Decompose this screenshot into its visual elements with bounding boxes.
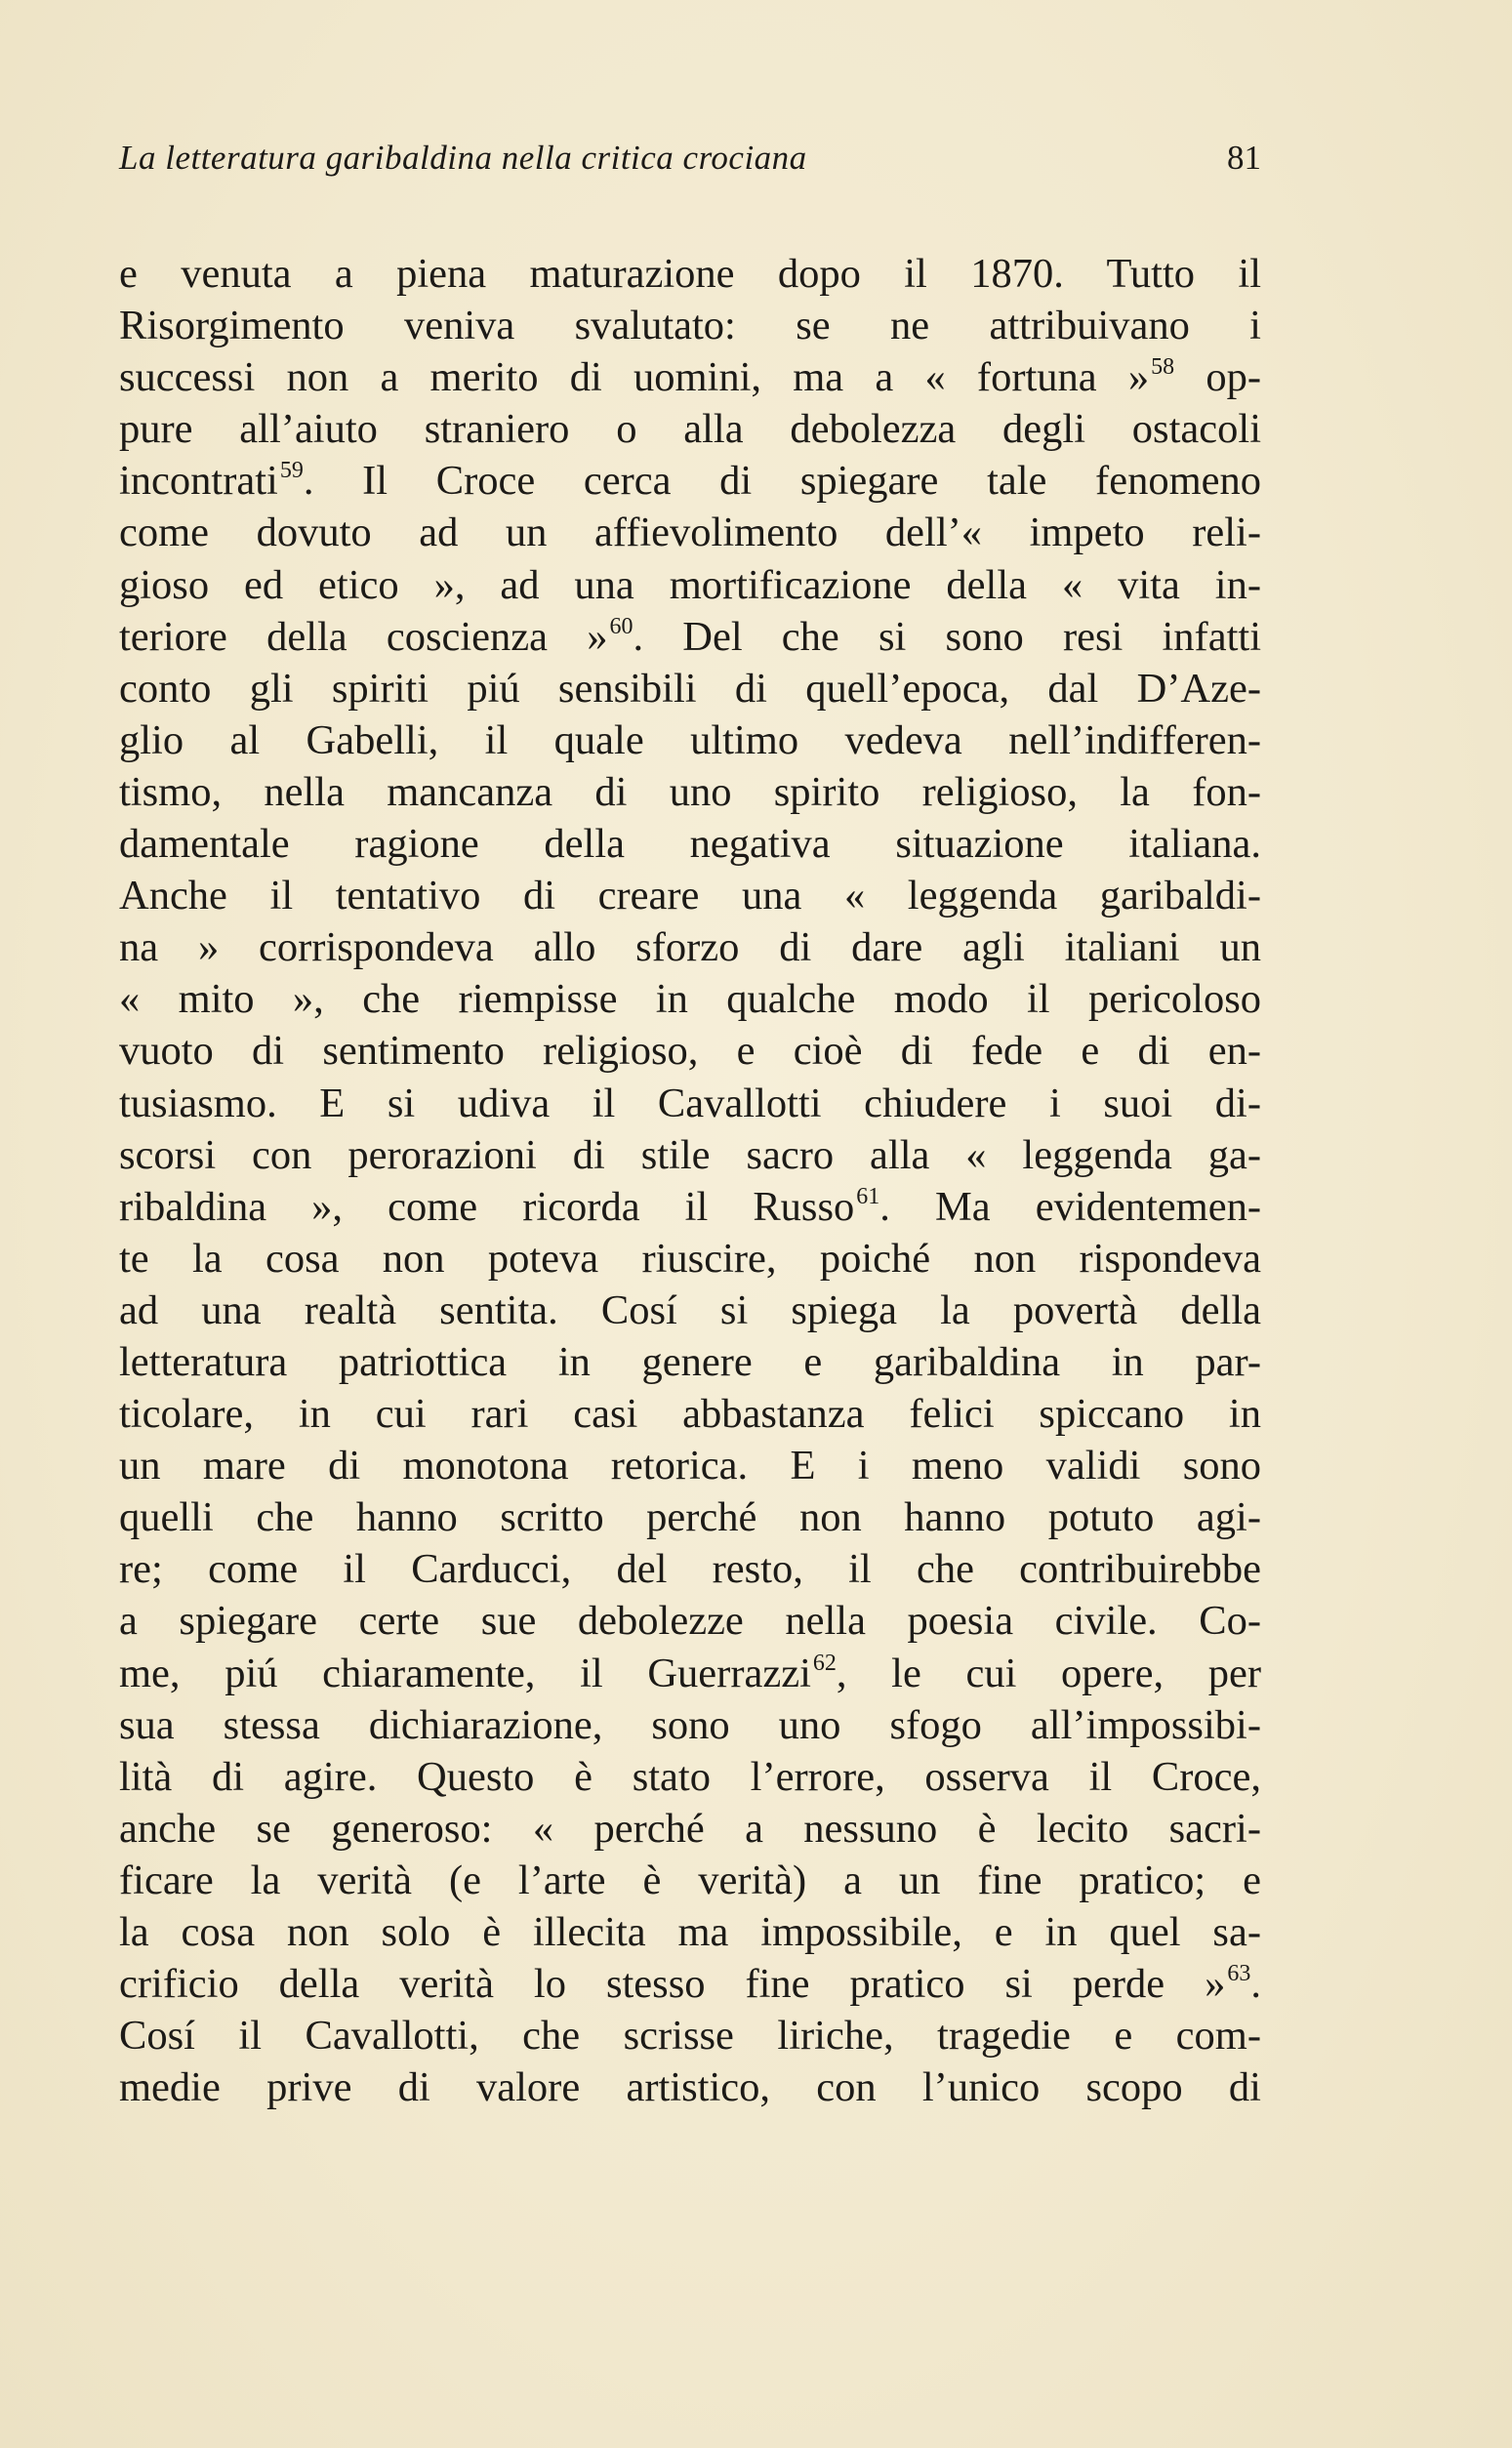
text-line: medie prive di valore artistico, con l’unico scopo di xyxy=(119,2064,1261,2111)
footnote-ref: 61 xyxy=(856,1183,880,1209)
text-line: glio al Gabelli, il quale ultimo vedeva nell’indifferen- xyxy=(119,716,1261,763)
text-line: ticolare, in cui rari casi abbastanza felici spiccano in xyxy=(119,1391,1261,1438)
body-paragraph xyxy=(119,248,1261,2395)
text-line: come dovuto ad un affievolimento dell’« impeto reli- xyxy=(119,510,1261,556)
page-number: 81 xyxy=(1227,139,1261,177)
text-line: Anche il tentativo di creare una « leggenda garibaldi- xyxy=(119,873,1261,919)
text-line: tusiasmo. E si udiva il Cavallotti chiudere i suoi di- xyxy=(119,1080,1261,1126)
text-line: ad una realtà sentita. Cosí si spiega la povertà della xyxy=(119,1286,1261,1333)
text-line: a spiegare certe sue debolezze nella poesia civile. Co- xyxy=(119,1598,1261,1645)
text-line: un mare di monotona retorica. E i meno validi sono xyxy=(119,1443,1261,1489)
footnote-ref: 62 xyxy=(812,1650,837,1676)
text-line: te la cosa non poteva riuscire, poiché non rispondeva xyxy=(119,1235,1261,1282)
text-line: e venuta a piena maturazione dopo il 1870. Tutto il xyxy=(119,251,1261,297)
text-line: me, piú chiaramente, il Guerrazzi$^{62}$, le cui opere, per xyxy=(119,1650,1261,1696)
text-line: teriore della coscienza »$^{60}$. Del che si sono resi infatti xyxy=(119,613,1261,660)
text-line: tismo, nella mancanza di uno spirito religioso, la fon- xyxy=(119,768,1261,815)
text-line: vuoto di sentimento religioso, e cioè di fede e di en- xyxy=(119,1028,1261,1075)
text-line: scorsi con perorazioni di stile sacro alla « leggenda ga- xyxy=(119,1131,1261,1178)
text-line: Risorgimento veniva svalutato: se ne attribuivano i xyxy=(119,303,1261,349)
text-line: gioso ed etico », ad una mortificazione della « vita in- xyxy=(119,561,1261,608)
text-line: re; come il Carducci, del resto, il che contribuirebbe xyxy=(119,1546,1261,1593)
text-line: Cosí il Cavallotti, che scrisse liriche, tragedie e com- xyxy=(119,2013,1261,2060)
text-line: incontrati$^{59}$. Il Croce cerca di spiegare tale fenomeno xyxy=(119,458,1261,505)
footnote-ref: 60 xyxy=(609,613,633,639)
text-line: letteratura patriottica in genere e garibaldina in par- xyxy=(119,1338,1261,1385)
footnote-ref: 59 xyxy=(279,458,304,484)
text-line: crificio della verità lo stesso fine pratico si perde »$^{63}$. xyxy=(119,1961,1261,2008)
text-line: sua stessa dichiarazione, sono uno sfogo all’impossibi- xyxy=(119,1701,1261,1748)
text-line: « mito », che riempisse in qualche modo il pericoloso xyxy=(119,976,1261,1023)
text-line: damentale ragione della negativa situazione italiana. xyxy=(119,821,1261,868)
text-line: ribaldina », come ricorda il Russo$^{61}$. Ma evidentemen- xyxy=(119,1183,1261,1230)
text-line: quelli che hanno scritto perché non hanno potuto agi- xyxy=(119,1494,1261,1541)
running-title: La letteratura garibaldina nella critica crociana xyxy=(119,139,807,177)
text-line: la cosa non solo è illecita ma impossibile, e in quel sa- xyxy=(119,1909,1261,1955)
running-head xyxy=(119,139,1261,187)
text-line: conto gli spiriti piú sensibili di quell’epoca, dal D’Aze- xyxy=(119,665,1261,712)
text-line: anche se generoso: « perché a nessuno è lecito sacri- xyxy=(119,1805,1261,1852)
text-line: ficare la verità (e l’arte è verità) a un fine pratico; e xyxy=(119,1856,1261,1903)
text-line: lità di agire. Questo è stato l’errore, osserva il Croce, xyxy=(119,1753,1261,1800)
footnote-ref: 58 xyxy=(1151,354,1175,381)
footnote-ref: 63 xyxy=(1227,1961,1251,1987)
text-line: pure all’aiuto straniero o alla debolezza degli ostacoli xyxy=(119,406,1261,453)
text-line: na » corrispondeva allo sforzo di dare agli italiani un xyxy=(119,924,1261,971)
text-line: successi non a merito di uomini, ma a « fortuna »$^{58}$ op- xyxy=(119,354,1261,401)
